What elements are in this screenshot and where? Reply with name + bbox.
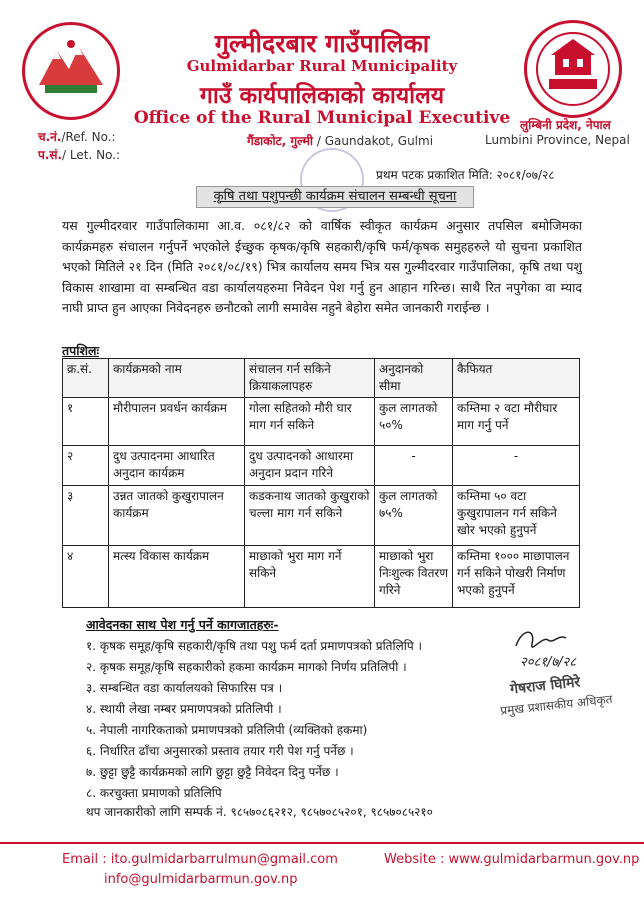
office-name-en: Office of the Rural Municipal Executive: [133, 108, 511, 128]
notice-subject: कृषि तथा पशुपन्छी कार्यक्रम संचालन सम्बन्धी सूचना: [196, 186, 474, 208]
cell-subsidy: माछाको भुरा निःशुल्क वितरण गरिने: [375, 546, 453, 608]
list-item: ४. स्थायी लेखा नम्बर प्रमाणपत्रको प्रतिलिपी ।: [86, 702, 282, 716]
province-en: Lumbini Province, Nepal: [485, 133, 630, 147]
website: [384, 852, 639, 867]
cell-subsidy: -: [375, 446, 453, 486]
signer-title: प्रमुख प्रशासकीय अधिकृत: [499, 692, 614, 718]
province-np: लुम्बिनी प्रदेश, नेपाल: [520, 118, 611, 132]
header-subsidy: अनुदानको सीमा: [375, 359, 453, 398]
cell-program: मौरीपालन प्रवर्धन कार्यक्रम: [109, 398, 245, 446]
municipality-name-en: Gulmidarbar Rural Municipality: [186, 57, 458, 75]
notice-body: यस गुल्मीदरवार गाउँपालिकामा आ.व. ०८१/८२ को वार्षिक स्वीकृत कार्यक्रम अनुसार तपसिल बमोजिमका कार्यक्रमहरु संचालन गर्नुपर्ने भएकोले ईच्छुक कृषक/कृषि सहकारी/कृषि फर्म/कृषक समुहहरुले यो सुचना प्रकाशित भएको मितिले २१ दिन (मिति २०८१/०८/१९) भित्र कार्यालय समय भित्र यस गुल्मीदरवार गाउँपालिका, कृषि तथा पशु विकास शाखामा वा सम्बन्धित वडा कार्यालयहरुमा निवेदन पेश गर्नु हुन आहान गरिन्छ। साथै रित नपुगेका वा म्याद नाघी प्राप्त हुन आएका निवेदनहरु छनौटको लागी समावेस नहुने बेहोरा समेत जानकारी गराईन्छ ।: [62, 218, 582, 315]
documents-list: [86, 636, 506, 804]
cell-subsidy: कुल लागतको ७५%: [375, 486, 453, 546]
list-item: ६. निर्धारित ढाँचा अनुसारको प्रस्ताव तयार गरी पेश गर्नु पर्नेछ ।: [86, 744, 354, 758]
address: [210, 132, 470, 149]
cell-remarks: -: [453, 446, 580, 486]
list-item: ८. करचुक्ता प्रमाणको प्रतिलिपि: [86, 786, 222, 800]
ref-number-label: [38, 128, 116, 145]
cell-remarks: कम्तिमा ५० वटा कुखुरापालन गर्न सकिने खोर भएको हुनुपर्ने: [453, 486, 580, 546]
list-item: १. कृषक समूह/कृषि सहकारी/कृषि तथा पशु फर्म दर्ता प्रमाणपत्रको प्रतिलिपि ।: [86, 639, 423, 653]
header-sn: क्र.सं.: [63, 359, 109, 398]
ref-label-np: च.नं.: [38, 130, 62, 144]
table-row: [63, 446, 580, 486]
ref-label-en: /Ref. No.:: [61, 130, 116, 144]
email-label: Email :: [62, 852, 107, 867]
cell-activities: गोला सहितको मौरी घार माग गर्न सकिने: [245, 398, 375, 446]
footer-divider: [0, 842, 644, 844]
list-item: २. कृषक समूह/कृषि सहकारीको हकमा कार्यक्रम मागको निर्णय प्रतिलिपी ।: [86, 660, 407, 674]
table-row: [63, 398, 580, 446]
cell-sn: ४: [63, 546, 109, 608]
letter-number-label: [38, 146, 120, 163]
cell-subsidy: कुल लागतको ५०%: [375, 398, 453, 446]
cell-program: दुध उत्पादनमा आधारित अनुदान कार्यक्रम: [109, 446, 245, 486]
handwritten-signature: [508, 624, 618, 670]
let-label-en: / Let. No.:: [62, 148, 121, 162]
email-link-1[interactable]: ito.gulmidarbarrulmun@gmail.com: [110, 852, 338, 867]
publish-date: प्रथम पटक प्रकाशित मिति: २०८१/०७/२८: [376, 168, 555, 182]
signature-date: २०८१/७/२८: [520, 655, 577, 670]
cell-activities: दुध उत्पादनको आधारमा अनुदान प्रदान गरिने: [245, 446, 375, 486]
list-item: ३. सम्बन्धित वडा कार्यालयको सिफारिस पत्र ।: [86, 681, 283, 695]
address-np: गैंडाकोट, गुल्मी: [246, 134, 314, 148]
header-activities: संचालन गर्न सकिने क्रियाकलापहरु: [245, 359, 375, 398]
header-program: कार्यक्रमको नाम: [109, 359, 245, 398]
email-primary: [62, 852, 338, 867]
website-link[interactable]: www.gulmidarbarmun.gov.np: [448, 852, 640, 867]
details-label: तपशिलः: [62, 343, 99, 358]
email-link-2[interactable]: info@gulmidarbarmun.gov.np: [104, 872, 298, 887]
list-item: ७. छुट्टा छुट्टै कार्यक्रमको लागि छुट्टा छुट्टै निवेदन दिनु पर्नेछ ।: [86, 765, 339, 779]
programs-table: [62, 358, 580, 608]
table-row: [63, 546, 580, 608]
cell-program: मत्स्य विकास कार्यक्रम: [109, 546, 245, 608]
cell-program: उन्नत जातको कुखुरापालन कार्यक्रम: [109, 486, 245, 546]
cell-sn: २: [63, 446, 109, 486]
table-row: [63, 486, 580, 546]
cell-sn: ३: [63, 486, 109, 546]
cell-sn: १: [63, 398, 109, 446]
documents-heading: आवेदनका साथ पेश गर्नु पर्ने कागजातहरुः-: [86, 617, 279, 632]
municipality-name-np: गुल्मीदरबार गाउँपालिका: [214, 29, 430, 58]
office-name-np: गाउँ कार्यपालिकाको कार्यालय: [199, 83, 445, 109]
address-en: / Gaundakot, Gulmi: [316, 134, 434, 148]
table-header-row: [63, 359, 580, 398]
header-remarks: कैफियत: [453, 359, 580, 398]
let-label-np: प.सं.: [38, 148, 63, 162]
list-item: ५. नेपाली नागरिकताको प्रमाणपत्रको प्रतिलिपी (व्यक्तिको हकमा): [86, 723, 368, 737]
website-label: Website :: [384, 852, 445, 867]
cell-activities: कडकनाथ जातको कुखुराको चल्ला माग गर्न सकिने: [245, 486, 375, 546]
signer-name: गेषराज घिमिरे: [509, 674, 581, 698]
contact-numbers: थप जानकारीको लागि सम्पर्क नं. ९८५७०८६२१२, ९८५७०८५२०१, ९८५७०८५२१०: [86, 805, 433, 819]
cell-remarks: कम्तिमा १००० माछापालन गर्न सकिने पोखरी निर्माण भएको हुनुपर्ने: [453, 546, 580, 608]
cell-remarks: कम्तिमा २ वटा मौरीघार माग गर्नु पर्ने: [453, 398, 580, 446]
cell-activities: माछाको भुरा माग गर्ने सकिने: [245, 546, 375, 608]
